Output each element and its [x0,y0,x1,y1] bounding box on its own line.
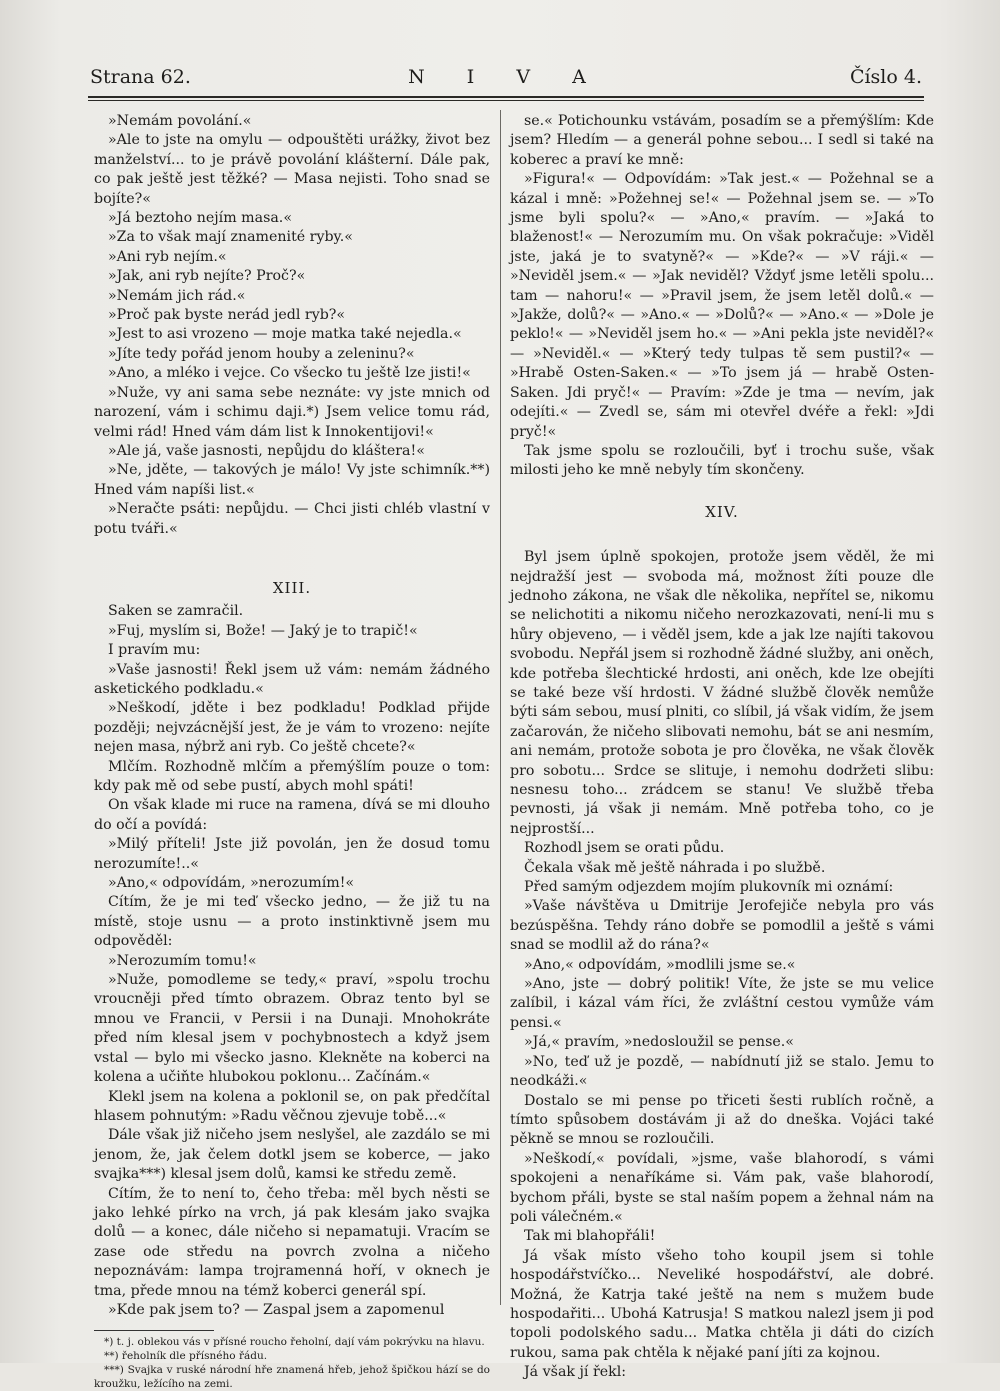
paragraph: Tak jsme spolu se rozloučili, byť i trochu suše, však milosti jeho ke mně nebyly tím skončeny. [510,442,934,479]
paragraph: »Ale to jste na omylu — odpouštěti urážky, život bez manželství... to je právě povolání klášterní. Dále pak, co pak ještě jest těžké? — Masa nejisti. Toho snad se bojíte?« [94,132,490,207]
paragraph: »Neškodí,« povídali, »jsme, vaše blahorodí, s vámi spokojeni a nenaříkáme si. Vám pak, vaše blahorodí, bychom přáli, byste se stal naším popem a žehnal nám na poli válečném.« [510,1150,934,1225]
paragraph: »Já,« pravím, »nedosloužil se pense.« [524,1034,794,1051]
paragraph: »Nuže, vy ani sama sebe neznáte: vy jste mnich od narození, vám i schimu daji.*) Jsem velice tomu rád, velmi rád! Hned vám dám list k Innokentijovi!« [94,384,490,440]
footnote: *) t. j. oblekou vás v přísné roucho řeholní, dají vám pokrývku na hlavu. [104,1336,485,1349]
paragraph: »Fuj, myslím si, Bože! — Jaký je to trapič!« [108,622,418,639]
paragraph: »Ano, a mléko i vejce. Co všecko tu ještě lze jisti!« [108,365,471,382]
paragraph: »Nerozumím tomu!« [108,952,257,969]
chapter-heading-xiv: XIV. [705,502,739,521]
paragraph: Tak mi blahopřáli! [524,1228,656,1245]
paragraph: »Jest to asi vrozeno — moje matka také nejedla.« [108,326,462,343]
paragraph: »Ano, jste — dobrý politik! Víte, že jste se mu velice zalíbil, i kázal vám říci, že zvláštní cestou vymůže vám pensi.« [510,976,934,1031]
right-text-part2 [510,548,934,1382]
paragraph: On však klade mi ruce na ramena, dívá se mi dlouho do očí a povídá: [94,797,490,833]
paragraph: »Milý příteli! Jste již povolán, jen že dosud tomu nerozumíte!..« [94,836,490,872]
paragraph: »Jíte tedy pořád jenom houby a zeleninu?« [108,345,415,362]
paragraph: »Nemám povolání.« [108,113,252,129]
paragraph: Já však místo všeho toho koupil jsem si tohle hospodářstvíčko... Neveliké hospodářství, ale dobré. Možná, že Katrja také ještě na nem s mužem bude hospodařiti... Ubohá Katrusja! S matkou nalezl jsem ji pod topoli podolského sadu... Matka chtěla ji dáti do cizích rukou, sama pak chtěla k nějaké paní jíti za kojnou. [510,1247,934,1361]
header-rule-thin [88,100,924,101]
paragraph: Cítím, že to není to, čeho třeba: měl bych něsti se jako lehké pírko na vrch, já pak klesám jako svajka dolů — a konec, dále ničeho si nepamatuji. Vracím se zase ode středu na povrch zvolna a ničeho nepoznávám: lampa trojramenná hoří, v oknech je tma, přede mnou na témž koberci generál spí. [94,1185,490,1299]
paragraph: »Ano,« odpovídám, »modlili jsme se.« [524,956,796,973]
header-rule [88,96,924,98]
footnotes [94,1335,490,1391]
left-text-part2 [94,602,490,1320]
paragraph: Mlčím. Rozhodně mlčím a přemýšlím pouze o tom: kdy pak mě od sebe pustí, abych mohl spáti! [94,758,490,794]
paragraph: »Jak, ani ryb nejíte? Proč?« [108,268,306,285]
paragraph: »Já beztoho nejím masa.« [108,210,292,227]
paragraph: se.« Potichounku vstávám, posadím se a přemýšlím: Kde jsem? Hledím — a generál pohne sebou... I sedl si také na koberec a praví ke mně: [510,113,934,168]
paragraph: Klekl jsem na kolena a poklonil se, on pak předčítal hlasem pohnutým: »Radu věčnou zjevuje tobě...« [94,1088,490,1124]
paragraph: Saken se zamračil. [108,603,244,620]
paragraph: »Nuže, pomodleme se tedy,« praví, »spolu trochu vroucněji před tímto obrazem. Obraz tento byl se mnou ve Francii, v Persii i na Dunaji. Mnohokráte před ním klesal jsem v pochybnostech a když jsem vstal — bylo mi všecko jasno. Klekněte na koberci na kolena a učiňte hlubokou poklonu... Začínám.« [94,972,490,1086]
left-column [94,112,490,1391]
paragraph: »Za to však mají znamenité ryby.« [108,229,353,246]
paragraph: Dostalo se mi pense po třiceti šesti rublích ročně, a tímto spůsobem dostávám ji až do dneška. Vojáci také pěkně se mnou se rozloučili. [510,1092,934,1148]
paragraph: Před samým odjezdem mojím plukovník mi oznámí: [524,879,894,896]
paragraph: Dále však již ničeho jsem neslyšel, ale zazdálo se mi jenom, že, jak čelem dotkl jsem se koberce, — jako svajka***) klesal jsem dolů, kamsi ke středu země. [94,1127,490,1183]
paragraph: »Nemám jich rád.« [108,287,246,304]
page-number: Strana 62. [90,66,191,88]
paragraph: Byl jsem úplně spokojen, protože jsem věděl, že mi nejdražší jest — svoboda má, možnost žíti pouze dle jednoho zákona, ne však dle několika, nepřítel se, nikomu se nelichotiti a nikomu ničeho nerozkazovati, není-li mu s hůry objeveno, — i věděl jsem, kde a jak lze najíti takovou svobodu. Nepřál jsem si rozhodně žádné služby, ani oněch, kde potřeba šlechtické hrdosti, ani oněch, kde lze obejíti se také beze vší hrdosti. V žádné službě člověk nemůže býti sám sebou, musí plniti, co slíbil, já však vidím, že jsem začarován, že ničeho slibovati nemohu, bát se ani nesmím, ani nemám, protože sobota je pro člověka, ne však člověk pro sobotu... Srdce se slituje, i nemohu dodržeti slibu: nesnesu toho... zrádcem se stanu! Ve službě třeba pevnosti, já však ji nemám. Mně potřeba toho, co je nejprostší... [510,549,934,837]
footnote-rule [94,1330,214,1331]
issue-number: Číslo 4. [849,66,922,88]
right-column [510,112,934,1383]
right-text-part1 [510,112,934,481]
paragraph: »Neračte psáti: nepůjdu. — Chci jisti chléb vlastní v potu tváři.« [94,501,490,537]
paragraph: »Proč pak byste nerád jedl ryb?« [108,307,346,324]
paragraph: Čekala však mě ještě náhrada i po službě. [524,859,826,876]
left-text-part1 [94,112,490,539]
paragraph: »Ano,« odpovídám, »nerozumím!« [108,875,355,892]
footnote: **) řeholník dle přísného řádu. [104,1350,268,1363]
paragraph: »Ani ryb nejím.« [108,248,227,265]
paragraph: Cítím, že je mi teď všecko jedno, — že již tu na místě, stoje usnu — a proto instinktivně jsem mu odpověděl: [94,894,490,950]
footnote: ***) Svajka v ruské národní hře znamená hřeb, jehož špičkou hází se do kroužku, ležícího na zemi. [94,1364,490,1391]
paragraph: »Figura!« — Odpovídám: »Tak jest.« — Požehnal se a kázal i mně: »Požehnej se!« — Požehnal jsem se. — »To jsme byli spolu?« — »Ano,« pravím. — »Jaká to blaženost!« — Nerozumím mu. On však pokračuje: »Viděl jste, jaká je to svatyně?« — »Kde?« — »V ráji.« — »Neviděl jsem.« — »Jak neviděl? Vždyť jsme letěli spolu... tam — nahoru!« — »Pravil jsem, že jsem letěl dolů.« — »Jakže, dolů?« — »Ano.« — »Dolů?« — »Ano.« — »Dole je peklo!« — »Neviděl jsem ho.« — »Ani pekla jste neviděl?« — »Neviděl.« — »Který tedy tulpas tě sem pustil?« — »Hrabě Osten-Saken.« — »To jsem já — hrabě Osten-Saken. Jdi pryč!« — Pravím: »Zde je tma — nevím, jak odejíti.« — Zvedl se, sám mi otevřel dvéře a řekl: »Jdi pryč!« [510,171,934,440]
paragraph: Rozhodl jsem se orati půdu. [524,840,725,857]
chapter-heading-xiii: XIII. [272,578,312,597]
page-header [90,60,922,100]
paragraph: »Ale já, vaše jasnosti, nepůjdu do kláštera!« [108,442,425,459]
paragraph: »Vaše návštěva u Dmitrije Jerofejiče nebyla pro vás bezúspěšna. Tehdy ráno dobře se pomodlil a ještě s vámi snad se modlil až do rána?« [510,898,934,954]
column-divider [500,110,501,1305]
journal-title: N I V A [408,66,604,88]
paragraph: »Kde pak jsem to? — Zaspal jsem a zapomenul [108,1301,445,1318]
paragraph: Já však jí řekl: [524,1364,627,1381]
paragraph: »Vaše jasnosti! Řekl jsem už vám: nemám žádného asketického podkladu.« [94,661,490,697]
paragraph: I pravím mu: [108,642,201,659]
paragraph: »No, teď už je pozdě, — nabídnutí již se stalo. Jemu to neodkáži.« [510,1053,934,1090]
paragraph: »Neškodí, jděte i bez podkladu! Podklad přijde později; nejvzácnější jest, že je vám to vrozeno: nejíte nejen masa, nýbrž ani ryb. Co ještě chcete?« [94,700,490,756]
paragraph: »Ne, jděte, — takových je málo! Vy jste schimník.**) Hned vám napíši list.« [94,462,490,498]
